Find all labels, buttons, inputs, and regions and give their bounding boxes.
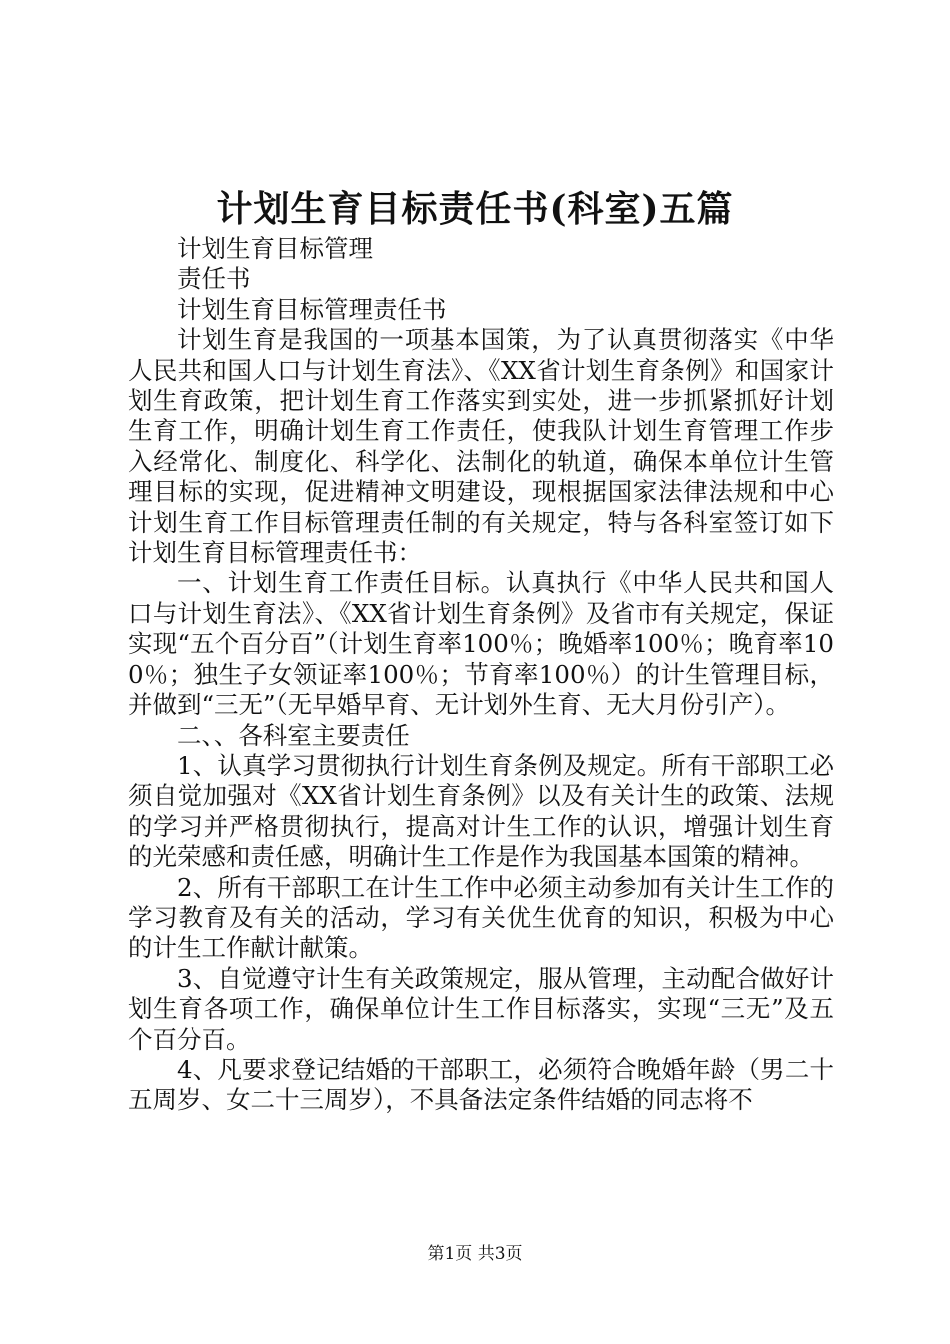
document-body	[128, 208, 834, 1116]
paragraph-item-2: 2、所有干部职工在计生工作中必须主动参加有关计生工作的学习教育及有关的活动，学习有关优生优育的知识，积极为中心的计生工作献计献策。	[128, 872, 834, 963]
paragraph-item-3: 3、自觉遵守计生有关政策规定，服从管理，主动配合做好计划生育各项工作，确保单位计生工作目标落实，实现“三无”及五个百分百。	[128, 963, 834, 1054]
paragraph-heading-3: 计划生育目标管理责任书	[177, 294, 447, 324]
document-title: 计划生育目标责任书(科室)五篇	[216, 188, 734, 230]
paragraph-section-2-heading: 二、、各科室主要责任	[177, 720, 410, 750]
paragraph-section-1: 一、计划生育工作责任目标。认真执行《中华人民共和国人口与计划生育法》、《XX省计划生育条例》及省市有关规定，保证实现“五个百分百”（计划生育率100％；晚婚率100％；晚育率100％；独生子女领证率100％；节育率100％）的计生管理目标，并做到“三无”（无早婚早育、无计划外生育、无大月份引产）。	[128, 568, 834, 720]
paragraph-heading-1: 计划生育目标管理	[177, 234, 373, 263]
paragraph-item-4: 4、凡要求登记结婚的干部职工，必须符合晚婚年龄（男二十五周岁、女二十三周岁），不具备法定条件结婚的同志将不	[128, 1054, 834, 1115]
page-footer: 第1页 共3页	[427, 1244, 523, 1264]
paragraph-heading-2: 责任书	[177, 264, 251, 294]
paragraph-intro: 计划生育是我国的一项基本国策，为了认真贯彻落实《中华人民共和国人口与计划生育法》、《XX省计划生育条例》和国家计划生育政策，把计划生育工作落实到实处，进一步抓紧抓好计划生育工作，明确计划生育工作责任，使我队计划生育管理工作步入经常化、制度化、科学化、法制化的轨道，确保本单位计生管理目标的实现，促进精神文明建设，现根据国家法律法规和中心计划生育工作目标管理责任制的有关规定，特与各科室签订如下计划生育目标管理责任书：	[128, 325, 834, 568]
paragraph-item-1: 1、认真学习贯彻执行计划生育条例及规定。所有干部职工必须自觉加强对《XX省计划生育条例》以及有关计生的政策、法规的学习并严格贯彻执行，提高对计生工作的认识，增强计划生育的光荣感和责任感，明确计生工作是作为我国基本国策的精神。	[128, 750, 834, 872]
